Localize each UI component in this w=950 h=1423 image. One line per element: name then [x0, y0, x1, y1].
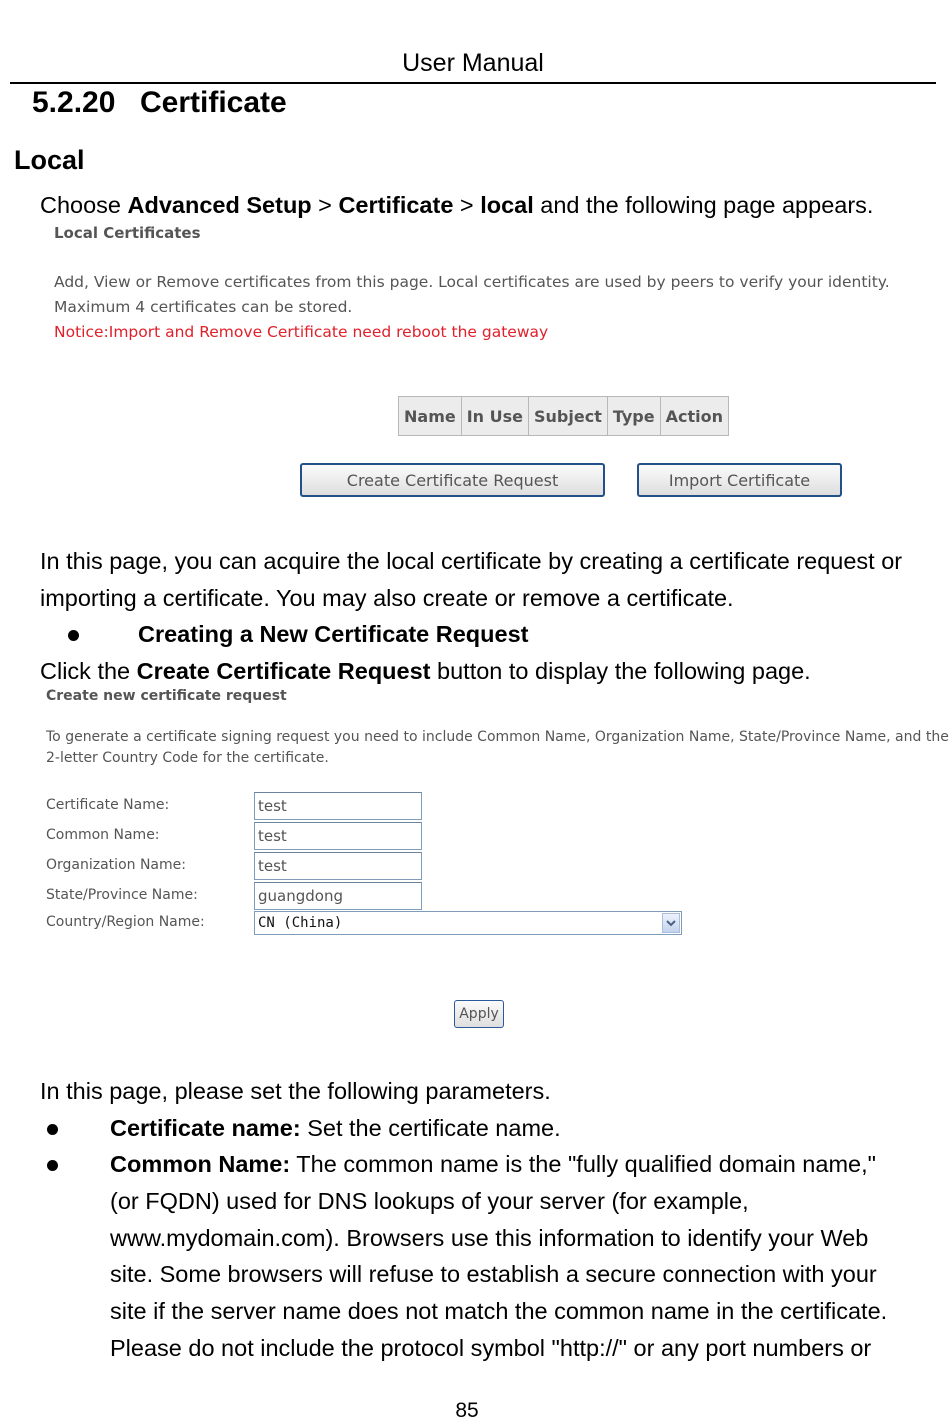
intro-text: and the following page appears. [533, 192, 874, 218]
column-header-name: Name [399, 397, 462, 436]
intro-separator: > [311, 192, 339, 218]
menu-path-local: local [480, 192, 534, 218]
create-request-description-2: 2-letter Country Code for the certificate. [46, 750, 329, 766]
certificate-name-label: Certificate Name: [46, 797, 170, 813]
country-region-name-label: Country/Region Name: [46, 914, 205, 930]
bullet-icon [47, 1124, 58, 1135]
section-number: 5.2.20 [32, 86, 116, 119]
param-description: The common name is the "fully qualified domain name," [290, 1151, 876, 1177]
country-region-selected-value: CN (China) [258, 915, 343, 931]
body-paragraph-line-1: In this page, you can acquire the local certificate by creating a certificate request or [40, 548, 903, 574]
param-common-name-line-3: www.mydomain.com). Browsers use this information to identify your Web [110, 1225, 869, 1251]
bullet-heading: Creating a New Certificate Request [138, 621, 529, 647]
param-label: Common Name: [110, 1151, 291, 1177]
country-region-select[interactable] [254, 911, 682, 935]
intro-paragraph [40, 192, 873, 219]
intro-text: Choose [40, 192, 128, 218]
param-common-name-line-6: Please do not include the protocol symbol "http://" or any port numbers or [110, 1335, 872, 1361]
column-header-subject: Subject [529, 397, 608, 436]
param-common-name-line-5: site if the server name does not match the common name in the certificate. [110, 1298, 888, 1324]
certificates-table [398, 396, 729, 436]
state-province-name-input[interactable]: guangdong [254, 882, 422, 910]
common-name-label: Common Name: [46, 827, 160, 843]
param-common-name-line-4: site. Some browsers will refuse to establish a secure connection with your [110, 1261, 877, 1287]
click-text: Click the [40, 658, 137, 684]
menu-path-certificate: Certificate [338, 192, 454, 218]
create-certificate-request-button[interactable]: Create Certificate Request [300, 463, 605, 497]
button-name-reference: Create Certificate Request [136, 658, 431, 684]
organization-name-input[interactable]: test [254, 852, 422, 880]
bullet-icon [68, 630, 79, 641]
local-certificates-title: Local Certificates [54, 224, 201, 242]
certificate-name-input[interactable]: test [254, 792, 422, 820]
table-header-row [399, 397, 729, 436]
apply-button[interactable]: Apply [454, 1000, 504, 1028]
subsection-heading: Local [14, 145, 85, 175]
menu-path-advanced-setup: Advanced Setup [127, 192, 312, 218]
organization-name-label: Organization Name: [46, 857, 186, 873]
import-certificate-button[interactable]: Import Certificate [637, 463, 842, 497]
column-header-action: Action [660, 397, 728, 436]
section-heading [32, 86, 287, 120]
parameters-intro: In this page, please set the following parameters. [40, 1078, 551, 1104]
param-description: Set the certificate name. [300, 1115, 561, 1141]
page-header-title: User Manual [402, 49, 544, 77]
bullet-icon [47, 1160, 58, 1171]
local-certificates-max: Maximum 4 certificates can be stored. [54, 298, 353, 316]
section-title: Certificate [140, 86, 287, 119]
chevron-down-icon[interactable] [662, 913, 680, 933]
column-header-type: Type [607, 397, 660, 436]
param-certificate-name [110, 1115, 561, 1142]
click-instruction [40, 658, 811, 685]
body-paragraph-line-2: importing a certificate. You may also create or remove a certificate. [40, 585, 734, 611]
create-request-title: Create new certificate request [46, 688, 287, 704]
intro-separator: > [453, 192, 481, 218]
local-certificates-notice: Notice:Import and Remove Certificate need reboot the gateway [54, 323, 549, 341]
common-name-input[interactable]: test [254, 822, 422, 850]
create-request-description-1: To generate a certificate signing request you need to include Common Name, Organization Name, State/Province Name, and the [46, 729, 949, 745]
column-header-in-use: In Use [461, 397, 528, 436]
param-common-name-line-1 [110, 1151, 876, 1178]
page-number: 85 [455, 1399, 479, 1422]
click-text: button to display the following page. [430, 658, 811, 684]
header-rule [10, 82, 936, 84]
param-common-name-line-2: (or FQDN) used for DNS lookups of your server (for example, [110, 1188, 749, 1214]
param-label: Certificate name: [110, 1115, 301, 1141]
state-province-name-label: State/Province Name: [46, 887, 198, 903]
local-certificates-description: Add, View or Remove certificates from this page. Local certificates are used by peers to verify your identity. [54, 273, 890, 291]
